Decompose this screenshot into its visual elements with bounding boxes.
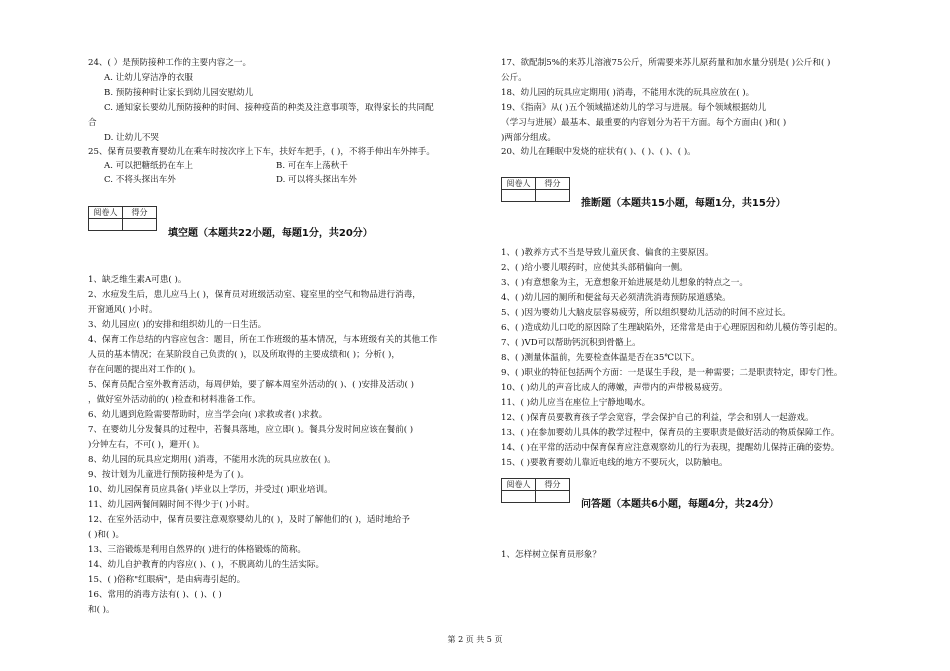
fill-line: 5、保育员配合室外教育活动，每周伊始，要了解本周室外活动的( )、( )安排及活动( ): [88, 380, 414, 390]
fill-line: 3、幼儿园应( )的安排和组织幼儿的一日生活。: [88, 320, 267, 330]
section-title-judge: 推断题（本题共15小题，每题1分，共15分）: [581, 198, 786, 209]
fill-line: 和( )。: [88, 605, 115, 615]
page-footer: 第 2 页 共 5 页: [447, 635, 503, 644]
option-b: B. 预防接种时让家长到幼儿园安慰幼儿: [104, 88, 254, 98]
question-17-cont: 公斤。: [501, 73, 527, 83]
score-cell: [536, 491, 570, 503]
fill-line: 2、水痘发生后，患儿应马上( )，保育员对班级活动室、寝室里的空气和物品进行消毒，: [88, 290, 421, 300]
judge-line: 1、( )教养方式不当是导致儿童厌食、偏食的主要原因。: [501, 248, 714, 258]
option-c-cont: 合: [88, 118, 97, 128]
fill-line: 开窗通风( )小时。: [88, 305, 158, 315]
question-19-cont2: )两部分组成。: [501, 133, 556, 143]
score-label: 得分: [123, 207, 157, 219]
section-title-fill-blank: 填空题（本题共22小题，每题1分，共20分）: [168, 228, 373, 239]
section-title-qa: 问答题（本题共6小题，每题4分，共24分）: [581, 499, 779, 510]
fill-line: 12、在室外活动中，保育员要注意观察婴幼儿的( )，及时了解他们的( )，适时地给予: [88, 515, 410, 525]
judge-line: 12、( )保育员要教育孩子学会宽容，学会保护自己的利益，学会和别人一起游戏。: [501, 413, 814, 423]
judge-line: 10、( )幼儿的声音比成人的薄嫩，声带内的声带极易疲劳。: [501, 383, 728, 393]
judge-line: 14、( )在平常的活动中保育保育应注意观察幼儿的行为表现，提醒幼儿保持正确的姿势。: [501, 443, 840, 453]
fill-line: 10、幼儿园保育员应具备( )毕业以上学历，并受过( )职业培训。: [88, 485, 333, 495]
question-19-cont: （学习与进展）最基本、最重要的内容划分为若干方面。每个方面由( )和( ): [501, 118, 787, 128]
score-label: 得分: [536, 178, 570, 190]
fill-line: 人员的基本情况；在某阶段自己负责的( )，以及所取得的主要成绩和( )；分析( )，: [88, 350, 400, 360]
judge-line: 7、( )VD可以帮助钙沉积到骨骼上。: [501, 338, 641, 348]
fill-line: )分钟左右，不可( )，避开( )。: [88, 440, 205, 450]
reviewer-cell: [89, 219, 123, 231]
fill-line: 11、幼儿园两餐间隔时间不得少于( )小时。: [88, 500, 255, 510]
fill-line: ( )和( )。: [88, 530, 125, 540]
judge-line: 3、( )有意想象为主，无意想象开始进展是幼儿想象的特点之一。: [501, 278, 748, 288]
fill-line: 14、幼儿自护教育的内容应( )、( )，不脱离幼儿的生活实际。: [88, 560, 325, 570]
reviewer-label: 阅卷人: [502, 178, 536, 190]
qa-line: 1、怎样树立保育员形象？: [501, 550, 601, 560]
judge-line: 8、( )测量体温前，先要检查体温是否在35℃以下。: [501, 353, 700, 363]
judge-line: 11、( )幼儿应当在座位上宁静地喝水。: [501, 398, 651, 408]
fill-line: 13、三浴锻炼是利用自然界的( )进行的体格锻炼的简称。: [88, 545, 307, 555]
fill-line: 15、( )俗称"红眼病"，是由病毒引起的。: [88, 575, 246, 585]
reviewer-label: 阅卷人: [502, 479, 536, 491]
judge-line: 5、( )因为婴幼儿大脑皮层容易疲劳，所以组织婴幼儿活动的时间不应过长。: [501, 308, 791, 318]
question-17: 17、欲配制5%的来苏儿溶液75公斤，所需要来苏儿原药量和加水量分别是( )公斤和( ): [501, 58, 831, 68]
score-cell: [123, 219, 157, 231]
reviewer-label: 阅卷人: [89, 207, 123, 219]
judge-line: 15、( )要教育婴幼儿靠近电线的地方不要玩火，以防触电。: [501, 458, 728, 468]
option-c: C. 不将头探出车外: [104, 175, 176, 185]
judge-line: 4、( )幼儿园的厕所和便盆每天必须清洗消毒预防尿道感染。: [501, 293, 731, 303]
question-20: 20、幼儿在睡眠中发烧的症状有( )、( )、( )、( )。: [501, 147, 696, 157]
judge-line: 9、( )职业的特征包括两个方面：一是谋生手段，是一种需要；二是职责特定，即专门性。: [501, 368, 843, 378]
score-label: 得分: [536, 479, 570, 491]
question-18: 18、幼儿园的玩具应定期用( )消毒，不能用水洗的玩具应放在( )。: [501, 88, 755, 98]
score-box: [88, 206, 157, 231]
fill-line: 9、按计划为儿童进行预防接种是为了( )。: [88, 470, 249, 480]
judge-line: 2、( )给小婴儿喂药时，应使其头部稍偏向一侧。: [501, 263, 688, 273]
score-box: [501, 177, 570, 202]
judge-line: 6、( )造成幼儿口吃的原因除了生理缺陷外，还常常是由于心理原因和幼儿模仿等引起的。: [501, 323, 843, 333]
fill-line: 16、常用的消毒方法有( )、( )、( ): [88, 590, 222, 600]
option-a: A. 可以把糖纸扔在车上: [104, 161, 194, 171]
option-d: D. 可以将头探出车外: [276, 175, 357, 185]
fill-line: 存在问题的提出对工作的( )。: [88, 365, 201, 375]
fill-line: 4、保育工作总结的内容应包含：题目，所在工作班级的基本情况，与本班级有关的其他工作: [88, 335, 438, 345]
score-cell: [536, 190, 570, 202]
reviewer-cell: [502, 491, 536, 503]
option-a: A. 让幼儿穿洁净的衣服: [104, 73, 194, 83]
judge-line: 13、( )在参加婴幼儿具体的教学过程中，保育员的主要职责是做好活动的物质保障工作。: [501, 428, 840, 438]
fill-line: 1、缺乏维生素A可患( )。: [88, 275, 187, 285]
option-d: D. 让幼儿不哭: [104, 133, 160, 143]
option-c: C. 通知家长要幼儿预防接种的时间、接种疫苗的种类及注意事项等，取得家长的共同配: [104, 103, 434, 113]
fill-line: ，做好室外活动前的( )检查和材料准备工作。: [88, 395, 261, 405]
fill-line: 6、幼儿遇到危险需要帮助时，应当学会向( )求救或者( )求救。: [88, 410, 328, 420]
score-box: [501, 478, 570, 503]
option-b: B. 可在车上荡秋千: [276, 161, 348, 171]
question-25: 25、保育员要教育婴幼儿在乘车时按次序上下车，扶好车把手，( )，不将手伸出车外摔手。: [88, 147, 435, 157]
fill-line: 7、在婴幼儿分发餐具的过程中，若餐具落地，应立即( )。餐具分发时间应该在餐前( ): [88, 425, 414, 435]
question-19: 19、《指南》从( )五个领域描述幼儿的学习与进展。每个领域根据幼儿: [501, 103, 767, 113]
question-24: 24、( ）是预防接种工作的主要内容之一。: [88, 58, 252, 68]
reviewer-cell: [502, 190, 536, 202]
fill-line: 8、幼儿园的玩具应定期用( )消毒，不能用水洗的玩具应放在( )。: [88, 455, 336, 465]
